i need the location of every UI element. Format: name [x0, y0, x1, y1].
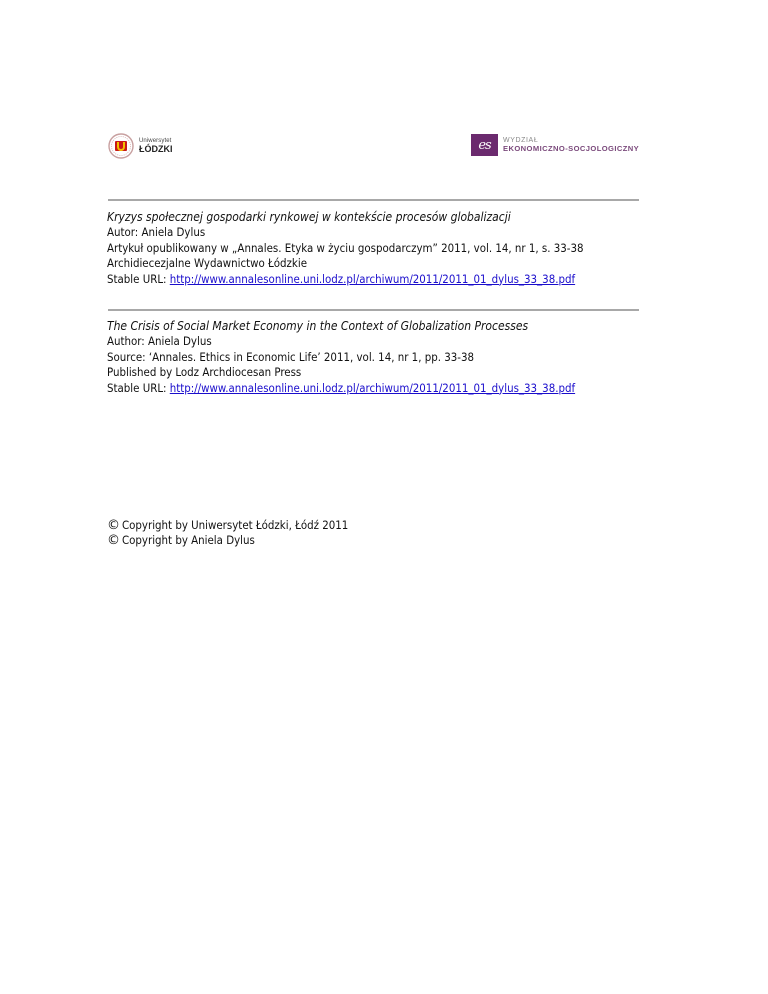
english-author: Author: Aniela Dylus: [107, 334, 212, 349]
english-title: The Crisis of Social Market Economy in the Context of Globalization Processes: [107, 319, 529, 333]
english-source: Source: ‘Annales. Ethics in Economic Life’ 2011, vol. 14, nr 1, pp. 33-38: [107, 349, 474, 364]
english-publisher: Published by Lodz Archdiocesan Press: [107, 365, 302, 380]
copyright-university-text: Copyright by Uniwersytet Łódzki, Łódź 2011: [122, 518, 349, 532]
university-name-big: ŁÓDZKI: [139, 144, 173, 154]
polish-stable-url-row: [107, 272, 584, 287]
copyright-icon: ©: [107, 518, 120, 533]
polish-citation: [107, 210, 584, 287]
english-citation: [107, 319, 575, 396]
polish-stable-url-link[interactable]: http://www.annalesonline.uni.lodz.pl/archiwum/2011/2011_01_dylus_33_38.pdf: [169, 271, 576, 286]
university-emblem-icon: [108, 133, 134, 159]
polish-title: Kryzys społecznej gospodarki rynkowej w kontekście procesów globalizacji: [107, 210, 511, 224]
middle-divider: [108, 309, 639, 311]
polish-published: Artykuł opublikowany w „Annales. Etyka w życiu gospodarczym” 2011, vol. 14, nr 1, s. 33-38: [107, 240, 584, 255]
top-divider: [108, 199, 639, 201]
polish-publisher: Archidiecezjalne Wydawnictwo Łódzkie: [107, 256, 308, 271]
university-name-small: Uniwersytet: [139, 138, 172, 144]
university-logo: [108, 133, 173, 159]
faculty-badge: es: [471, 134, 498, 156]
english-stable-label: Stable URL:: [107, 380, 170, 395]
copyright-author: [107, 533, 348, 548]
copyright-block: [107, 518, 348, 549]
polish-author: Autor: Aniela Dylus: [107, 225, 206, 240]
copyright-icon: ©: [107, 533, 120, 549]
faculty-name: EKONOMICZNO-SOCJOLOGICZNY: [503, 143, 640, 153]
english-stable-url-row: [107, 381, 575, 396]
faculty-label: WYDZIAŁ: [503, 137, 539, 145]
polish-stable-label: Stable URL:: [107, 271, 170, 286]
copyright-university: [107, 518, 348, 533]
faculty-logo: [471, 134, 639, 156]
copyright-author-text: Copyright by Aniela Dylus: [122, 533, 255, 548]
english-stable-url-link[interactable]: http://www.annalesonline.uni.lodz.pl/archiwum/2011/2011_01_dylus_33_38.pdf: [169, 380, 576, 395]
